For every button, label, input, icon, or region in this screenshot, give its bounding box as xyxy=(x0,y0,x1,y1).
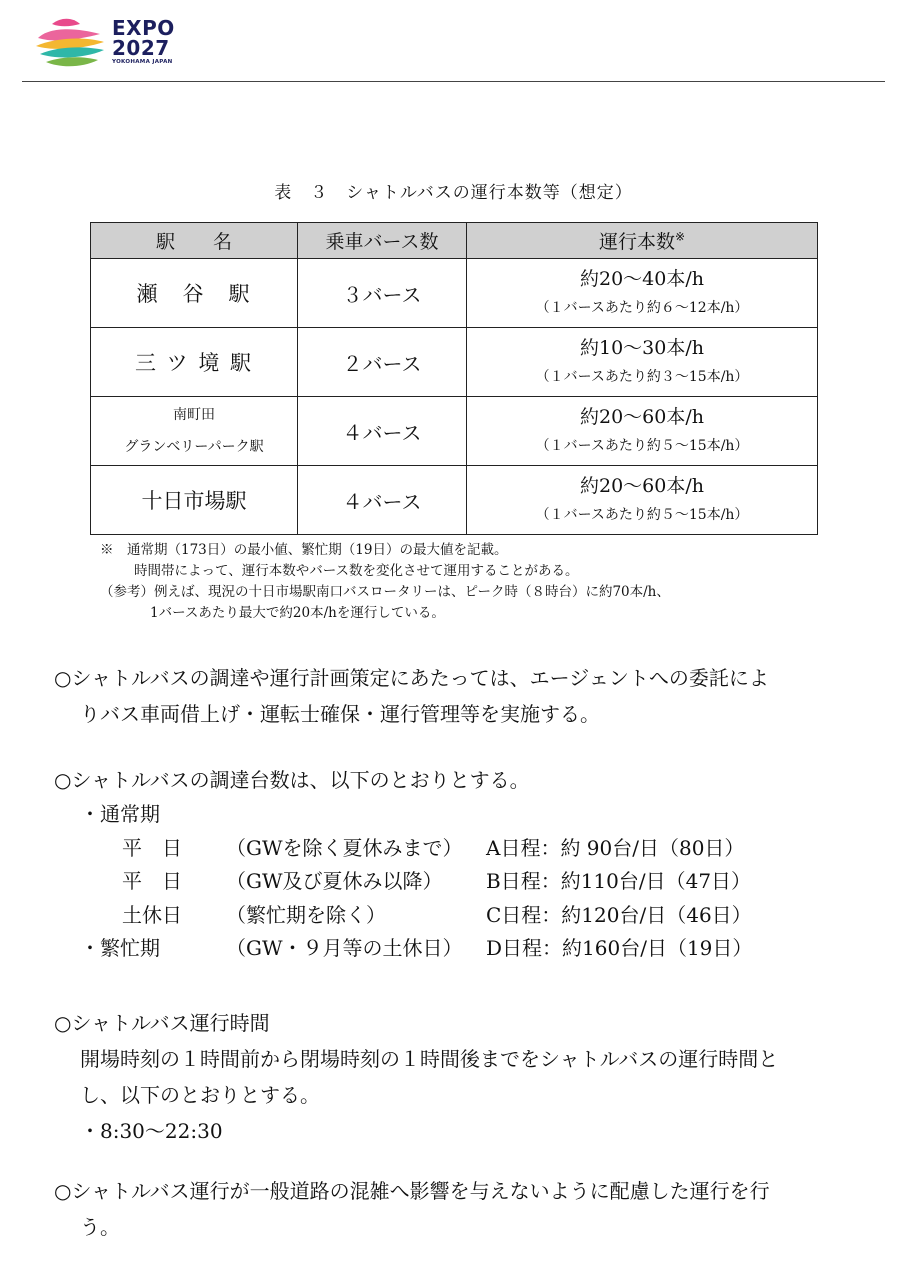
shuttle-table xyxy=(90,222,818,535)
note-line: 1バースあたり最大で約20本/hを運行している。 xyxy=(150,605,445,621)
header-freq-mark: ※ xyxy=(674,229,686,244)
station-cell: 十日市場駅 xyxy=(91,466,298,535)
text-line: ○シャトルバス運行時間 xyxy=(54,1011,270,1035)
table-notes xyxy=(100,540,670,624)
logo-line3: YOKOHAMA JAPAN xyxy=(112,59,173,65)
freq-main: 約20～40本/h xyxy=(580,268,704,290)
text-line: ○シャトルバスの調達台数は、以下のとおりとする。 xyxy=(54,768,530,792)
note-line: 時間帯によって、運行本数やバース数を変化させて運用することがある。 xyxy=(134,563,579,579)
buses-cell: ３バース xyxy=(298,259,467,328)
paragraph-traffic xyxy=(54,1173,886,1245)
note-line: ※ 通常期（173日）の最小値、繁忙期（19日）の最大値を記載。 xyxy=(100,542,508,558)
schedule-value: A日程：約 90台/日（80日） xyxy=(486,835,745,860)
text-line: 開場時刻の１時間前から閉場時刻の１時間後までをシャトルバスの運行時間と xyxy=(80,1047,779,1071)
schedule-row xyxy=(54,899,886,933)
buses-cell: ２バース xyxy=(298,328,467,397)
header-buses: 乗車バース数 xyxy=(298,223,467,259)
expo-logo-mark xyxy=(34,14,108,72)
table-header-row xyxy=(91,223,818,259)
schedule-value: D日程：約160台/日（19日） xyxy=(486,936,753,960)
freq-sub: （１バースあたり約３～15本/h） xyxy=(535,369,749,385)
logo-line1: EXPO xyxy=(112,16,175,40)
expo-logo-text xyxy=(112,18,175,65)
table-row xyxy=(91,397,818,466)
text-line: ○シャトルバス運行が一般道路の混雑へ影響を与えないように配慮した運行を行 xyxy=(54,1179,770,1203)
freq-cell xyxy=(467,466,818,535)
schedule-cond: （GW及び夏休み以降） xyxy=(226,869,443,893)
schedule-day: 平 日 xyxy=(122,869,182,893)
freq-cell xyxy=(467,259,818,328)
header-station: 駅 名 xyxy=(91,223,298,259)
schedule-cond: （繁忙期を除く） xyxy=(226,902,386,927)
paragraph-procurement xyxy=(54,660,886,732)
normal-period-label: ・通常期 xyxy=(80,802,160,826)
paragraph-operating-hours xyxy=(54,1005,886,1149)
freq-main: 約20～60本/h xyxy=(580,475,704,497)
schedule-row xyxy=(54,832,886,866)
table-title: 表 ３ シャトルバスの運行本数等（想定） xyxy=(274,183,633,203)
paragraph-bus-count xyxy=(54,762,886,966)
freq-cell xyxy=(467,397,818,466)
logo-line2: 2027 xyxy=(112,36,170,60)
header-rule xyxy=(22,81,885,82)
station-cell: 三 ツ 境 駅 xyxy=(91,328,298,397)
buses-cell: ４バース xyxy=(298,466,467,535)
header-freq-label: 運行本数 xyxy=(598,231,675,253)
freq-sub: （１バースあたり約５～15本/h） xyxy=(535,438,749,454)
freq-main: 約20～60本/h xyxy=(580,406,704,428)
schedule-value: C日程：約120台/日（46日） xyxy=(486,902,752,927)
text-line: う。 xyxy=(80,1215,120,1239)
busy-period-label: ・繁忙期 xyxy=(80,936,160,960)
buses-cell: ４バース xyxy=(298,397,467,466)
freq-sub: （１バースあたり約６～12本/h） xyxy=(535,300,749,316)
station-cell xyxy=(91,397,298,466)
note-line: （参考）例えば、現況の十日市場駅南口バスロータリーは、ピーク時（８時台）に約70本/h、 xyxy=(100,584,670,600)
text-line: ○シャトルバスの調達や運行計画策定にあたっては、エージェントへの委託によ xyxy=(54,666,769,690)
table-row xyxy=(91,259,818,328)
station-cell: 瀬 谷 駅 xyxy=(91,259,298,328)
text-line: ・8:30～22:30 xyxy=(80,1119,223,1143)
freq-sub: （１バースあたり約５～15本/h） xyxy=(535,507,749,523)
station-line2: グランベリーパーク駅 xyxy=(124,439,264,455)
station-line1: 南町田 xyxy=(173,407,215,423)
schedule-day: 平 日 xyxy=(122,835,182,860)
freq-main: 約10～30本/h xyxy=(580,337,704,359)
freq-cell xyxy=(467,328,818,397)
text-line: りバス車両借上げ・運転士確保・運行管理等を実施する。 xyxy=(80,702,600,726)
schedule-row-busy xyxy=(54,932,886,966)
text-line: し、以下のとおりとする。 xyxy=(80,1083,320,1107)
table-row xyxy=(91,466,818,535)
table-row xyxy=(91,328,818,397)
schedule-row xyxy=(54,865,886,899)
expo-logo xyxy=(34,14,184,72)
header-freq xyxy=(467,223,818,259)
schedule-cond: （GW・９月等の土休日） xyxy=(226,936,463,960)
schedule-day: 土休日 xyxy=(122,902,182,927)
schedule-value: B日程：約110台/日（47日） xyxy=(486,869,752,893)
schedule-cond: （GWを除く夏休みまで） xyxy=(226,835,463,860)
